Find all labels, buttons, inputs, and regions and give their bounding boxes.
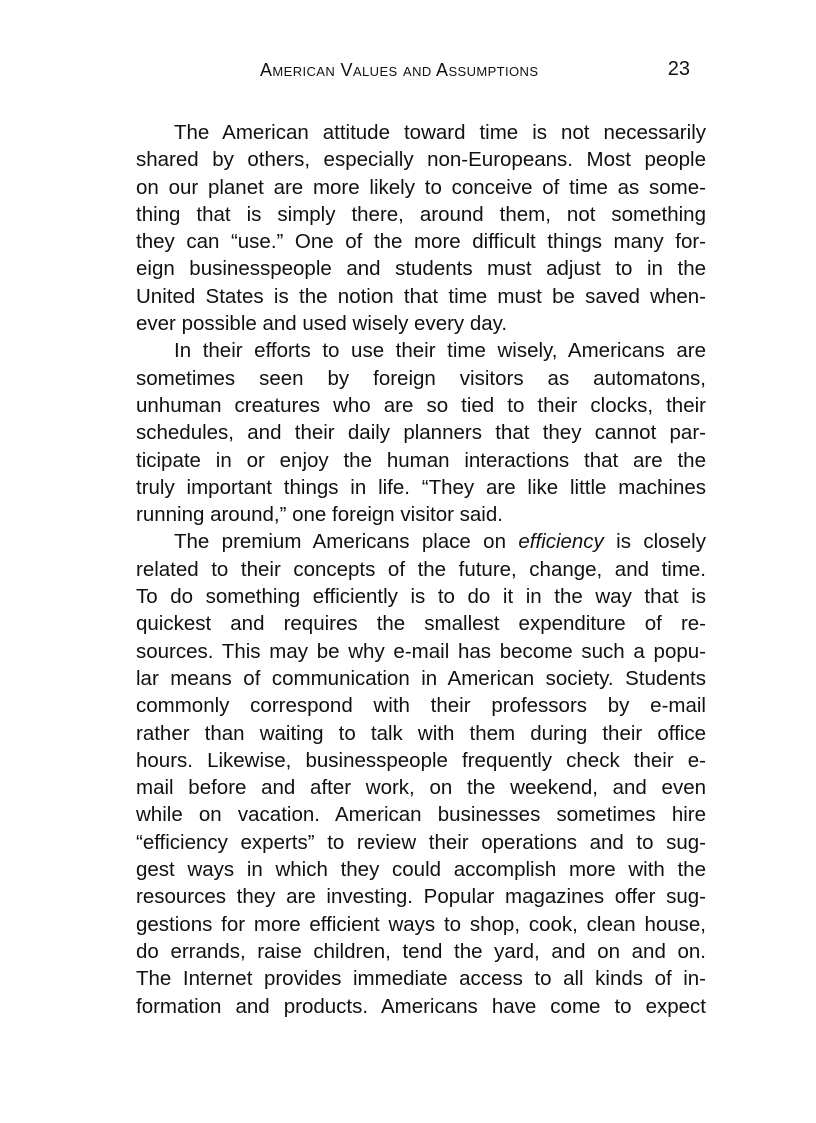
text-line: sources. This may be why e-mail has become such a popu- (136, 639, 706, 663)
text-line: gestions for more efficient ways to shop, cook, clean house, (136, 912, 706, 936)
text-line: mail before and after work, on the weekend, and even (136, 776, 706, 800)
text-line: ever possible and used wisely every day. (136, 312, 508, 336)
body-text (136, 119, 706, 1020)
text-line: they can “use.” One of the more difficult things many for- (136, 230, 706, 254)
text-line: running around,” one foreign visitor said. (136, 503, 503, 527)
text-line: commonly correspond with their professors by e-mail (136, 694, 706, 718)
running-title: American Values and Assumptions (260, 60, 539, 80)
text-line: quickest and requires the smallest expenditure of re- (136, 612, 706, 636)
text-run: is closely (616, 530, 706, 554)
text-line: thing that is simply there, around them, not something (136, 202, 706, 226)
text-line: United States is the notion that time must be saved when- (136, 284, 706, 308)
text-line: eign businesspeople and students must adjust to in the (136, 257, 706, 281)
text-line: rather than waiting to talk with them during their office (136, 721, 706, 745)
emphasis-efficiency: efficiency (518, 530, 604, 554)
text-line: shared by others, especially non-Europeans. Most people (136, 148, 706, 172)
text-line: The Internet provides immediate access to all kinds of in- (136, 967, 706, 991)
text-line: gest ways in which they could accomplish more with the (136, 858, 706, 882)
text-line: schedules, and their daily planners that they cannot par- (136, 421, 706, 445)
text-line: truly important things in life. “They are like little machines (136, 475, 706, 499)
text-line: related to their concepts of the future, change, and time. (136, 557, 706, 581)
text-line: lar means of communication in American society. Students (136, 666, 706, 690)
text-line: To do something efficiently is to do it in the way that is (136, 585, 706, 609)
text-line (136, 528, 706, 555)
text-line: resources they are investing. Popular magazines offer sug- (136, 885, 706, 909)
text-line: The American attitude toward time is not necessarily (174, 121, 706, 144)
page-number: 23 (667, 58, 690, 80)
text-line: do errands, raise children, tend the yard, and on and on. (136, 939, 706, 963)
text-line: while on vacation. American businesses sometimes hire (136, 803, 706, 827)
page-header (136, 58, 706, 88)
text-run: The premium Americans place on (174, 530, 506, 554)
text-line: ticipate in or enjoy the human interactions that are the (136, 448, 706, 472)
text-line: sometimes seen by foreign visitors as automatons, (136, 366, 706, 390)
text-line: unhuman creatures who are so tied to their clocks, their (136, 393, 706, 417)
text-line: In their efforts to use their time wisely, Americans are (174, 339, 706, 363)
text-line: on our planet are more likely to conceive of time as some- (136, 175, 706, 199)
text-line: “efficiency experts” to review their operations and to sug- (136, 830, 706, 854)
text-line: formation and products. Americans have come to expect (136, 994, 706, 1018)
text-line: hours. Likewise, businesspeople frequently check their e- (136, 748, 706, 772)
